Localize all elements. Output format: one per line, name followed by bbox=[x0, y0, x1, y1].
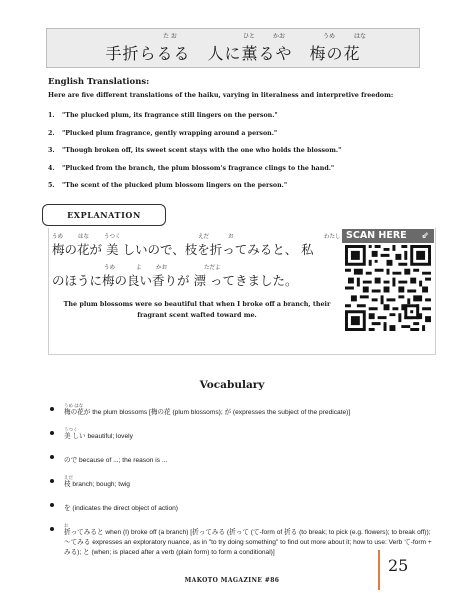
jp-line2: のほうに梅の良い香りが 漂 ってきました。 bbox=[52, 273, 298, 288]
page-number-rule bbox=[378, 550, 380, 590]
translations-intro: Here are five different translations of the haiku, varying in literalness and interpretive freedom: bbox=[48, 91, 394, 99]
list-item: 2. "Plucked plum fragrance, gently wrapping around a person." bbox=[48, 129, 278, 137]
furigana-hana: はな bbox=[354, 33, 367, 40]
furigana-kao: かお bbox=[273, 33, 286, 40]
haiku-banner bbox=[46, 28, 420, 68]
scan-here-label: SCAN HERE ⇙ bbox=[342, 229, 434, 243]
furigana-ume: うめ bbox=[323, 33, 336, 40]
qr-code-icon[interactable] bbox=[345, 245, 431, 331]
vocabulary-list bbox=[50, 403, 435, 567]
list-item: お 折ってみると when (I) broke off (a branch) [折ってみる (折って (て-form of 折る (to break; to pick (e.g. flowers); to break off)); ～てみる expresses an exploratory nuance, as in "to try doing something" to find out more about it; how to use: Verb て-form + みる); と (when; is placed after a verb (plain form) to form a conditional)] bbox=[50, 523, 435, 558]
furigana-hito: ひと bbox=[243, 33, 256, 40]
explanation-tab: EXPLANATION bbox=[42, 204, 166, 226]
list-item: 1. "The plucked plum, its fragrance still lingers on the person." bbox=[48, 112, 278, 119]
explanation-japanese bbox=[52, 232, 342, 289]
jp-line2-furigana: うめ よ かお ただよ bbox=[104, 265, 221, 271]
list-item: 4. "Plucked from the branch, the plum blossom's fragrance clings to the hand." bbox=[48, 164, 335, 172]
footer-magazine-name: MAKOTO MAGAZINE #86 bbox=[184, 577, 280, 584]
list-item: えだ 枝 branch; bough; twig bbox=[50, 475, 435, 490]
explanation-english: The plum blossoms were so beautiful that when I broke off a branch, their fragrant scent wafted toward me. bbox=[63, 300, 331, 319]
translations-heading: English Translations: bbox=[48, 77, 150, 87]
jp-line1: 梅の花が 美 しいので、枝を折ってみると、 私 bbox=[52, 242, 314, 257]
arrow-down-left-icon: ⇙ bbox=[421, 231, 429, 241]
page-number: 25 bbox=[388, 556, 409, 575]
haiku-text: 手折らるる 人に薫るや 梅の花 bbox=[105, 44, 361, 63]
haiku-furigana bbox=[47, 31, 419, 41]
list-item: うつく 美 しい beautiful; lovely bbox=[50, 427, 435, 442]
list-item: を (indicates the direct object of action) bbox=[50, 499, 435, 514]
list-item: 5. "The scent of the plucked plum blossom lingers on the person." bbox=[48, 182, 288, 190]
list-item: 3. "Though broken off, its sweet scent stays with the one who holds the blossom." bbox=[48, 147, 342, 155]
vocabulary-title: Vocabulary bbox=[199, 379, 265, 391]
list-item: うめ はな 梅の花が the plum blossoms [梅の花 (plum blossoms); が (expresses the subject of the predicate)] bbox=[50, 403, 435, 418]
jp-line1-furigana: うめ はな うつく えだ お わたし bbox=[52, 234, 341, 240]
furigana-ta-o: た お bbox=[163, 33, 177, 40]
translations-list bbox=[48, 112, 408, 200]
list-item: ので because of ...; the reason is ... bbox=[50, 451, 435, 466]
